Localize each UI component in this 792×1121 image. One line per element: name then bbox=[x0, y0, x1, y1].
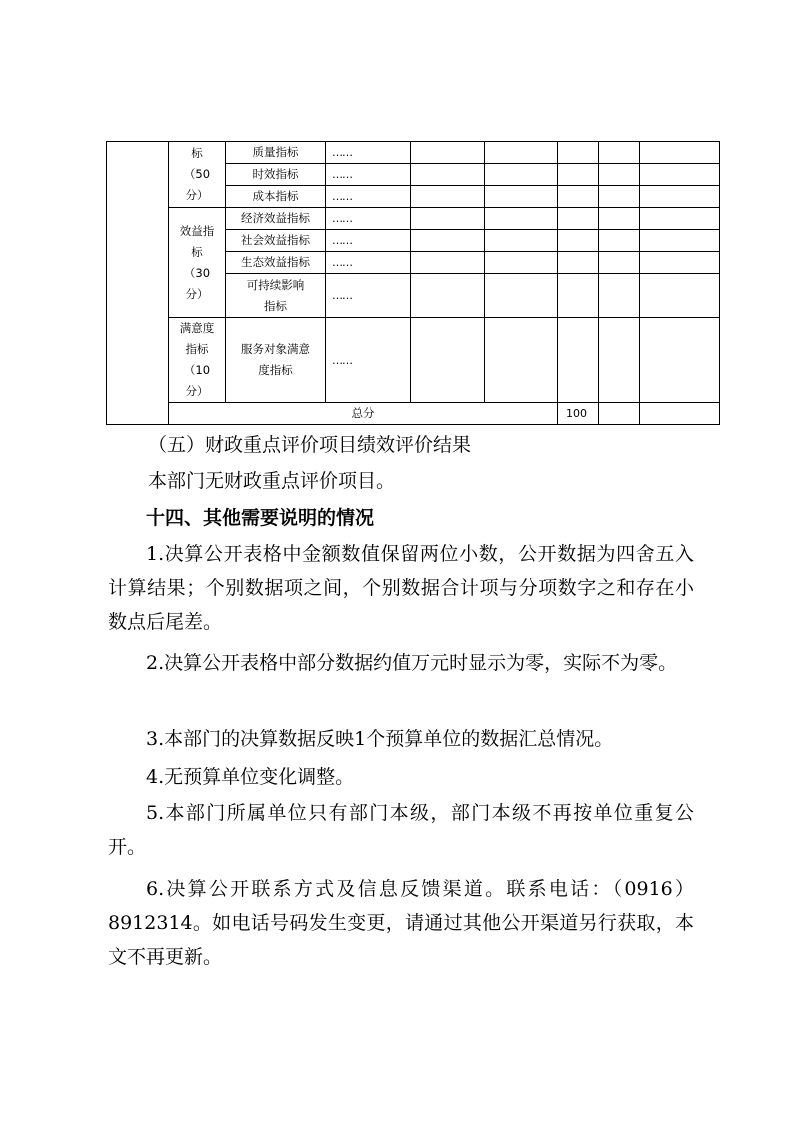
indicator-value: …… bbox=[326, 230, 411, 252]
section14-heading: 十四、其他需要说明的情况 bbox=[146, 507, 375, 529]
indicator-value: …… bbox=[326, 274, 411, 318]
indicator-value: …… bbox=[326, 186, 411, 208]
blank-left-cell bbox=[107, 142, 169, 425]
note-item-1: 1.决算公开表格中金额数值保留两位小数，公开数据为四舍五入计算结果；个别数据项之间，个别数据合计项与分项数字之和存在小数点后尾差。 bbox=[108, 543, 694, 633]
note-item-2: 2.决算公开表格中部分数据约值万元时显示为零，实际不为零。 bbox=[146, 652, 678, 674]
section5-text: 本部门无财政重点评价项目。 bbox=[148, 470, 396, 492]
performance-indicator-table bbox=[106, 141, 720, 425]
indicator-cost: 成本指标 bbox=[226, 186, 326, 208]
section5-heading: （五）财政重点评价项目绩效评价结果 bbox=[148, 434, 472, 456]
category-satisfaction: 满意度 指标 （10 分） bbox=[169, 318, 226, 403]
category-output-tail: 标 （50 分） bbox=[169, 142, 226, 208]
indicator-quality: 质量指标 bbox=[226, 142, 326, 164]
total-label: 总分 bbox=[169, 403, 558, 425]
indicator-value: …… bbox=[326, 142, 411, 164]
indicator-value: …… bbox=[326, 252, 411, 274]
indicator-sustainability: 可持续影响 指标 bbox=[226, 274, 326, 318]
note-item-5: 5.本部门所属单位只有部门本级，部门本级不再按单位重复公开。 bbox=[108, 802, 694, 858]
total-score: 100 bbox=[558, 403, 599, 425]
indicator-value: …… bbox=[326, 164, 411, 186]
category-benefit: 效益指 标 （30 分） bbox=[169, 208, 226, 318]
indicator-social: 社会效益指标 bbox=[226, 230, 326, 252]
note-item-6: 6.决算公开联系方式及信息反馈渠道。联系电话：（0916）8912314。如电话号码发生变更，请通过其他公开渠道另行获取，本文不再更新。 bbox=[108, 878, 694, 968]
indicator-economic: 经济效益指标 bbox=[226, 208, 326, 230]
note-item-4: 4.无预算单位变化调整。 bbox=[146, 766, 355, 788]
note-item-3: 3.本部门的决算数据反映1个预算单位的数据汇总情况。 bbox=[146, 728, 614, 750]
indicator-service-satisfaction: 服务对象满意 度指标 bbox=[226, 318, 326, 403]
indicator-timeliness: 时效指标 bbox=[226, 164, 326, 186]
indicator-value: …… bbox=[326, 318, 411, 403]
indicator-ecological: 生态效益指标 bbox=[226, 252, 326, 274]
indicator-value: …… bbox=[326, 208, 411, 230]
